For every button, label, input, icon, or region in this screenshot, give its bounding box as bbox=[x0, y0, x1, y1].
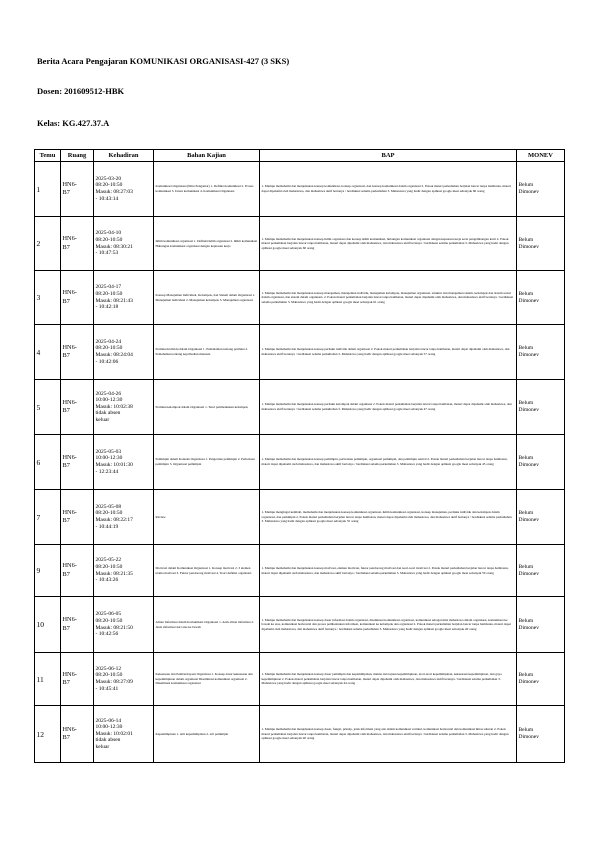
room-cell bbox=[61, 217, 94, 271]
room-line: HN6- bbox=[62, 180, 77, 188]
topic-cell: Perilaku kelompok dalam Organisasi 1. Teori pembentukan kelompok bbox=[154, 380, 260, 435]
attendance-line: - 12:23:44 bbox=[95, 468, 119, 475]
attendance-line: Masuk: 08:27:03 bbox=[95, 189, 133, 195]
attendance-cell bbox=[94, 271, 154, 325]
room-cell bbox=[61, 380, 94, 435]
meeting-number: 2 bbox=[35, 217, 61, 271]
attendance-cell bbox=[94, 217, 154, 271]
class-line: Kelas: KG.427.37.A bbox=[37, 118, 110, 128]
room-cell bbox=[61, 597, 94, 653]
topic-cell: Kekuasaan dan Pemberdayaan Organisasi 1. Konsep dasar kekuasaan dan kepemimpinan dalam organisasi Diseminasi komunikasi organisasi 2. Diseminasi komunikasi organisasi bbox=[154, 653, 260, 706]
attendance-line: - 10:47:53 bbox=[95, 250, 119, 257]
table-row bbox=[35, 325, 565, 380]
attendance-cell bbox=[94, 325, 154, 380]
attendance-line: 2025-04-10 bbox=[95, 230, 122, 237]
monev-line: Dimonev bbox=[518, 462, 539, 468]
room-line: B7 bbox=[62, 462, 70, 469]
room-cell bbox=[61, 435, 94, 490]
bap-cell: 1. Mampu memahami dan menjelaskan konsep pemimpin, perbedaan pemimpin, organisasi pemimpin, dan pemimpin sentral 2. Pokok materi perkuliahan berjalan lancar tanpa hambatan, materi dapat dipahami oleh mahasiswa, dan mahasiswa aktif bertanya / berdiskusi selama perkuliahan 3. Mahasiswa yang hadir dengan aplikasi google meet sebanyak 45 orang bbox=[260, 435, 517, 490]
attendance-line: 2025-05-22 bbox=[95, 557, 122, 564]
room-line: B7 bbox=[62, 624, 70, 632]
meeting-number: 9 bbox=[35, 545, 61, 597]
room-line: HN6- bbox=[62, 562, 77, 569]
monev-cell bbox=[517, 162, 565, 217]
monev-line: Dimonev bbox=[518, 189, 539, 195]
monev-line: Belum bbox=[518, 510, 534, 516]
room-line: B7 bbox=[62, 407, 70, 414]
monev-line: Belum bbox=[518, 727, 534, 733]
document-title: Berita Acara Pengajaran KOMUNIKASI ORGANISASI-427 (3 SKS) bbox=[37, 56, 290, 66]
monev-line: Belum bbox=[518, 617, 534, 624]
table-row bbox=[35, 706, 565, 763]
room-line: B7 bbox=[62, 297, 70, 305]
monev-line: Belum bbox=[518, 345, 534, 351]
room-line: HN6- bbox=[62, 398, 77, 406]
column-header-bap: BAP bbox=[260, 150, 517, 162]
attendance-line: Masuk: 08:27:09 bbox=[95, 679, 133, 685]
table-body bbox=[35, 162, 565, 763]
meeting-number: 3 bbox=[35, 271, 61, 325]
room-line: HN6- bbox=[62, 289, 77, 296]
room-line: HN6- bbox=[62, 235, 77, 242]
attendance-cell bbox=[94, 162, 154, 217]
monev-line: Dimonev bbox=[518, 297, 539, 304]
room-line: B7 bbox=[62, 734, 70, 741]
attendance-line: tidak absen bbox=[95, 410, 121, 417]
room-cell bbox=[61, 162, 94, 217]
room-line: B7 bbox=[62, 679, 70, 686]
monev-line: Dimonev bbox=[518, 570, 539, 577]
topic-cell: Komunikasi Organisasi (Ilmu Pengantar) 1. Definisi komunikasi 2. Proses komunikasi 3. Unsur komunikasi 4. Komunikasi Organisasi bbox=[154, 162, 260, 217]
topic-cell: Pemimpin dalam Konteks Organisasi 1. Pengertian pemimpin 2. Perbedaan pemimpin 3. Organisasi pemimpin bbox=[154, 435, 260, 490]
monev-cell bbox=[517, 597, 565, 653]
attendance-cell bbox=[94, 380, 154, 435]
room-line: HN6- bbox=[62, 453, 77, 461]
meeting-number: 1 bbox=[35, 162, 61, 217]
topic-cell: Iklim komunikasi organisasi 1. Definisi iklim organisasi 2. Iklim komunikasi Hubungan komunikasi organisasi dengan kepuasan kerja bbox=[154, 217, 260, 271]
attendance-line: 2025-04-26 bbox=[95, 390, 122, 397]
attendance-line: 08:20-10:50 bbox=[95, 236, 123, 243]
monev-cell bbox=[517, 380, 565, 435]
column-header-topic: Bahan Kajian bbox=[154, 150, 260, 162]
attendance-line: 2025-05-08 bbox=[95, 503, 122, 510]
bap-cell: 1. Mampu memahami dan menjelaskan konsep manajemen, manajemen individu, manajemen kelompok, manajemen organisasi, struktur dan manajemen sistem, kelompok dan sistem sosial dalam organisasi, dan sistem dalam organisasi. 2. Pokok materi perkuliahan berjalan lancar tanpa hambatan, materi dapat dipahami oleh mahasiswa, dan mahasiswa aktif bertanya / berdiskusi selama perkuliahan 3. Mahasiswa yang hadir dengan aplikasi google meet sebanyak 61 orang bbox=[260, 271, 517, 325]
topic-cell: Kepemimpinan 1. Arti kepemimpinan 2. arti pemimpin bbox=[154, 706, 260, 763]
attendance-line: 2025-03-20 bbox=[95, 175, 122, 182]
teaching-report-table bbox=[34, 149, 565, 763]
room-line: B7 bbox=[62, 517, 70, 524]
attendance-line: 08:20-10:50 bbox=[95, 617, 123, 624]
attendance-line: 08:20-10:50 bbox=[95, 563, 123, 570]
attendance-line: keluar bbox=[95, 416, 110, 423]
table-row bbox=[35, 435, 565, 490]
table-header-row bbox=[35, 150, 565, 162]
attendance-cell bbox=[94, 490, 154, 545]
attendance-cell bbox=[94, 435, 154, 490]
attendance-line: Masuk: 08:21:43 bbox=[95, 297, 133, 304]
attendance-line: 08:20-10:50 bbox=[95, 672, 123, 679]
table-row bbox=[35, 653, 565, 706]
bap-cell: 1. Mampu memahami dan menjelaskan konsep perilaku kelompok dalam organisasi 2. Pokok materi perkuliahan berjalan lancar tanpa hambatan, materi dapat dipahami oleh mahasiswa, dan mahasiswa aktif bertanya / berdiskusi selama perkuliahan 3. Mahasiswa yang hadir dengan aplikasi google meet sebanyak 47 orang bbox=[260, 380, 517, 435]
bap-cell: 1. Mampu memahami dan menjelaskan konsep motivasi, elemen motivasi, faktor pendorong motivasi dan teori-teori motivasi 2. Pokok materi perkuliahan berjalan lancar tanpa hambatan, materi dapat dipahami oleh mahasiswa, dan mahasiswa aktif bertanya / berdiskusi selama perkuliahan 3. Mahasiswa yang hadir dengan aplikasi google meet sebanyak 50 orang bbox=[260, 545, 517, 597]
column-header-monev: MONEV bbox=[517, 150, 565, 162]
attendance-line: - 10:45:41 bbox=[95, 685, 119, 692]
monev-line: Dimonev bbox=[518, 679, 539, 685]
monev-cell bbox=[517, 217, 565, 271]
monev-line: Belum bbox=[518, 236, 534, 243]
lecturer-line: Dosen: 201609512-HBK bbox=[37, 86, 125, 96]
monev-line: Belum bbox=[518, 182, 534, 188]
monev-cell bbox=[517, 325, 565, 380]
column-header-room: Ruang bbox=[61, 150, 94, 162]
room-line: HN6- bbox=[62, 343, 77, 351]
attendance-line: - 10:43:26 bbox=[95, 577, 119, 584]
monev-cell bbox=[517, 545, 565, 597]
meeting-number: 7 bbox=[35, 490, 61, 545]
meeting-number: 6 bbox=[35, 435, 61, 490]
topic-cell: Motivasi dalam Komunikasi Organisasi 1. Konsep motivasi 2. 3 elemen utama motivasi 3. Faktor pendorong motivasi 4. Teori definisi organisasi bbox=[154, 545, 260, 597]
attendance-line: 10:00-12:30 bbox=[95, 724, 123, 731]
attendance-line: 2025-06-12 bbox=[95, 665, 122, 672]
monev-line: Dimonev bbox=[518, 624, 539, 631]
attendance-line: 2025-04-24 bbox=[95, 338, 122, 345]
monev-cell bbox=[517, 435, 565, 490]
attendance-line: Masuk: 10:02:38 bbox=[95, 403, 133, 410]
attendance-line: Masuk: 08:21:50 bbox=[95, 624, 133, 631]
monev-cell bbox=[517, 653, 565, 706]
table-row bbox=[35, 380, 565, 435]
table-row bbox=[35, 597, 565, 653]
monev-cell bbox=[517, 490, 565, 545]
attendance-line: 2025-06-05 bbox=[95, 611, 122, 618]
room-line: B7 bbox=[62, 352, 70, 359]
meeting-number: 11 bbox=[35, 653, 61, 706]
meeting-number: 10 bbox=[35, 597, 61, 653]
room-line: HN6- bbox=[62, 616, 77, 623]
attendance-cell bbox=[94, 545, 154, 597]
attendance-line: Masuk: 10:01:30 bbox=[95, 462, 133, 468]
table-row bbox=[35, 271, 565, 325]
attendance-line: 08:20-10:50 bbox=[95, 345, 123, 352]
monev-line: Belum bbox=[518, 455, 534, 461]
bap-cell: 1. Mampu memahami dan menjelaskan konsep dasar pemimpin dan kepemimpinan, makna dan tujuan kepemimpinan, teori-teori kepemimpinan, kekuasaan kepemimpinan, dan gaya kepemimpinan 2. Pokok materi perkuliahan berjalan lancar tanpa hambatan, materi dapat dipahami oleh mahasiswa, dan mahasiswa aktif bertanya / berdiskusi selama perkuliahan 3. Mahasiswa yang hadir dengan aplikasi google meet sebanyak 44 orang bbox=[260, 653, 517, 706]
column-header-attendance: Kehadiran bbox=[94, 150, 154, 162]
bap-cell: 1. Mampu memahami dan menjelaskan konsep perilaku individu dalam organisasi 2. Pokok materi perkuliahan berjalan lancar tanpa hambatan, materi dapat dipahami oleh mahasiswa, dan mahasiswa aktif bertanya / berdiskusi selama perkuliahan 3. Mahasiswa yang hadir dengan aplikasi google meet sebanyak 57 orang bbox=[260, 325, 517, 380]
attendance-line: - 10:43:14 bbox=[95, 195, 119, 202]
topic-cell: Perilaku Individu dalam Organisasi 1. Pemahaman tentang perilaku 2. Pemahaman tentang kepribadian manusia bbox=[154, 325, 260, 380]
attendance-line: tidak absen bbox=[95, 737, 121, 744]
topic-cell: Konsep Manajemen Individual, Kelompok, dan Sistem dalam Organisasi 1. Manajemen individual 2. Manajemen kelompok 3. Manajemen organisasi bbox=[154, 271, 260, 325]
attendance-line: Masuk: 08:22:17 bbox=[95, 517, 133, 523]
room-cell bbox=[61, 545, 94, 597]
topic-cell: Aliran Informasi dalam Komunikasi Organisasi 1. Arah aliran informasi 2. Jenis informasi dari atas ke bawah bbox=[154, 597, 260, 653]
monev-line: Dimonev bbox=[518, 243, 539, 250]
attendance-cell bbox=[94, 706, 154, 763]
room-line: HN6- bbox=[62, 725, 77, 733]
attendance-line: Masuk: 08:30:21 bbox=[95, 243, 133, 250]
table-row bbox=[35, 217, 565, 271]
monev-line: Dimonev bbox=[518, 352, 539, 358]
meeting-number: 12 bbox=[35, 706, 61, 763]
attendance-line: 10:00-12:30 bbox=[95, 455, 123, 462]
room-line: HN6- bbox=[62, 670, 77, 678]
monev-cell bbox=[517, 706, 565, 763]
room-cell bbox=[61, 325, 94, 380]
bap-cell: 1. Mampu memahami dan menjelaskan konsep iklim organisasi dan konsep iklim komunikasi, hubungan komunikasi organisasi dengan kepuasan kerja serta pengembangan karir 2. Pokok materi perkuliahan berjalan lancar tanpa hambatan, materi dapat dipahami oleh mahasiswa, dan mahasiswa aktif bertanya / berdiskusi selama perkuliahan 3. Mahasiswa yang hadir dengan aplikasi google meet sebanyak 60 orang bbox=[260, 217, 517, 271]
monev-line: Belum bbox=[518, 563, 534, 570]
room-line: HN6- bbox=[62, 508, 77, 516]
monev-line: Dimonev bbox=[518, 734, 539, 740]
monev-line: Belum bbox=[518, 400, 534, 406]
attendance-line: - 10:42:56 bbox=[95, 631, 119, 638]
attendance-line: - 10:42:18 bbox=[95, 304, 119, 311]
table-row bbox=[35, 490, 565, 545]
attendance-line: Masuk: 10:02:01 bbox=[95, 730, 133, 737]
attendance-line: - 10:42:06 bbox=[95, 358, 119, 365]
attendance-line: keluar bbox=[95, 743, 110, 750]
room-cell bbox=[61, 706, 94, 763]
meeting-number: 5 bbox=[35, 380, 61, 435]
attendance-cell bbox=[94, 597, 154, 653]
room-line: B7 bbox=[62, 189, 70, 196]
bap-cell: 1. Mampu mengingat kembali, memahami dan menjelaskan konsep komunikasi organisasi, iklim komunikasi organisasi, konsep manajemen, perilaku individu dan kelompok dalam organisasi, dan pemimpin 2. Pokok materi perkuliahan berjalan lancar tanpa hambatan, materi dapat dipahami oleh mahasiswa, dan mahasiswa aktif bertanya / berdiskusi selama perkuliahan 3. Mahasiswa yang hadir dengan aplikasi google meet sebanyak 55 orang bbox=[260, 490, 517, 545]
room-cell bbox=[61, 653, 94, 706]
attendance-line: 10:00-12:30 bbox=[95, 397, 123, 404]
meeting-number: 4 bbox=[35, 325, 61, 380]
attendance-line: Masuk: 08:21:35 bbox=[95, 570, 133, 577]
attendance-line: 2025-04-17 bbox=[95, 284, 122, 291]
attendance-line: - 10:44:19 bbox=[95, 523, 119, 530]
attendance-line: 08:20-10:50 bbox=[95, 182, 123, 189]
room-cell bbox=[61, 271, 94, 325]
table-row bbox=[35, 545, 565, 597]
bap-cell: 1. Mampu memahami dan menjelaskan konsep komunikasi, konsep organisasi, dan konsep komunikasi dalam organisasi 2. Pokok materi perkuliahan berjalan lancar tanpa hambatan, materi dapat dipahami oleh mahasiswa, dan mahasiswa aktif bertanya / berdiskusi selama perkuliahan 3. Mahasiswa yang hadir dengan aplikasi google meet sebanyak 60 orang bbox=[260, 162, 517, 217]
attendance-line: 2025-06-14 bbox=[95, 717, 122, 724]
monev-line: Belum bbox=[518, 290, 534, 297]
bap-cell: 1. Mampu memahami dan menjelaskan konsep dasar informasi dalam organisasi, diseminasi komunikasi organisasi, komunikasi sebagai misi mahasiswa dalam organisasi, komunikasi ke bawah ke atas, komunikasi horizontal dan proses pembentukan informasi, komunikasi ke kelompok dan organisasi 2. Pokok materi perkuliahan berjalan lancar tanpa hambatan, materi dapat dipahami oleh mahasiswa, dan mahasiswa aktif bertanya / berdiskusi selama perkuliahan 3. Mahasiswa yang hadir dengan aplikasi google meet sebanyak 40 orang bbox=[260, 597, 517, 653]
attendance-line: Masuk: 08:24:04 bbox=[95, 352, 133, 358]
room-line: B7 bbox=[62, 243, 70, 251]
attendance-line: 2025-05-03 bbox=[95, 448, 122, 455]
bap-cell: 1. Mampu memahami dan menjelaskan konsep dasar, fungsi, prinsip, jenis informasi yang ada dalam komunikasi vertikal, komunikasi horizontal dan komunikasi lintas saluran 2. Pokok materi perkuliahan berjalan lancar tanpa hambatan, materi dapat dipahami oleh mahasiswa, dan mahasiswa aktif bertanya / berdiskusi selama perkuliahan 3. Mahasiswa yang hadir dengan aplikasi google meet sebanyak 40 orang bbox=[260, 706, 517, 763]
attendance-line: 08:20-10:50 bbox=[95, 510, 123, 517]
attendance-line: 08:20-10:50 bbox=[95, 290, 123, 297]
attendance-cell bbox=[94, 653, 154, 706]
monev-line: Belum bbox=[518, 672, 534, 678]
room-line: B7 bbox=[62, 570, 70, 578]
topic-cell: Review bbox=[154, 490, 260, 545]
room-cell bbox=[61, 490, 94, 545]
monev-cell bbox=[517, 271, 565, 325]
column-header-meeting: Temu bbox=[35, 150, 61, 162]
monev-line: Dimonev bbox=[518, 517, 539, 523]
monev-line: Dimonev bbox=[518, 407, 539, 413]
table-row bbox=[35, 162, 565, 217]
